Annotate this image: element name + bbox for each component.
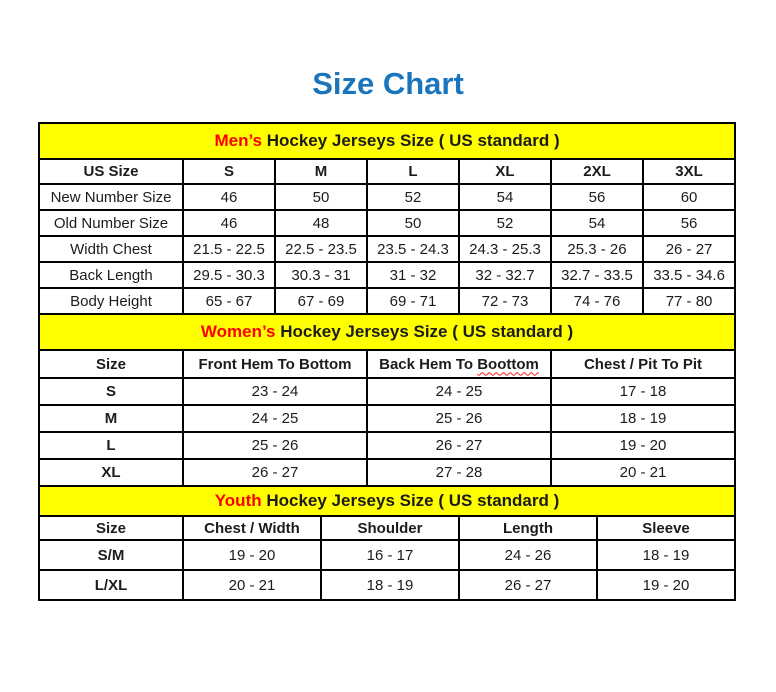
youth-header-length: Length <box>459 516 597 540</box>
mens-section-title <box>39 123 735 159</box>
womens-section-band <box>39 314 735 350</box>
back-hem-misspelled-word: Boottom <box>477 355 539 373</box>
womens-header-back-hem <box>367 350 551 378</box>
table-cell: 72 - 73 <box>459 288 551 314</box>
table-cell: 23 - 24 <box>183 378 367 405</box>
row-label: L <box>39 432 183 459</box>
table-cell: 26 - 27 <box>459 570 597 600</box>
mens-row-width-chest <box>39 236 735 262</box>
womens-size-table <box>38 313 736 487</box>
youth-header-row <box>39 516 735 540</box>
row-label: Body Height <box>39 288 183 314</box>
table-cell: 32.7 - 33.5 <box>551 262 643 288</box>
row-label: Back Length <box>39 262 183 288</box>
mens-header-3xl: 3XL <box>643 159 735 184</box>
row-label: Old Number Size <box>39 210 183 236</box>
womens-row-s <box>39 378 735 405</box>
table-cell: 18 - 19 <box>597 540 735 570</box>
table-cell: 25 - 26 <box>183 432 367 459</box>
table-cell: 26 - 27 <box>183 459 367 486</box>
table-cell: 50 <box>367 210 459 236</box>
youth-header-shoulder: Shoulder <box>321 516 459 540</box>
mens-section-band <box>39 123 735 159</box>
womens-row-m <box>39 405 735 432</box>
table-cell: 24.3 - 25.3 <box>459 236 551 262</box>
womens-section-rest: Hockey Jerseys Size ( US standard ) <box>275 322 574 341</box>
table-cell: 22.5 - 23.5 <box>275 236 367 262</box>
table-cell: 21.5 - 22.5 <box>183 236 275 262</box>
row-label: New Number Size <box>39 184 183 210</box>
table-cell: 19 - 20 <box>183 540 321 570</box>
table-cell: 65 - 67 <box>183 288 275 314</box>
mens-section-highlight: Men’s <box>214 131 262 150</box>
youth-row-sm <box>39 540 735 570</box>
table-cell: 25.3 - 26 <box>551 236 643 262</box>
mens-header-row <box>39 159 735 184</box>
womens-section-highlight: Women’s <box>200 322 276 341</box>
table-cell: 19 - 20 <box>597 570 735 600</box>
table-cell: 24 - 25 <box>367 378 551 405</box>
table-cell: 46 <box>183 184 275 210</box>
youth-section-band <box>39 486 735 516</box>
youth-header-chest-width: Chest / Width <box>183 516 321 540</box>
table-cell: 26 - 27 <box>643 236 735 262</box>
womens-header-row <box>39 350 735 378</box>
row-label: L/XL <box>39 570 183 600</box>
youth-section-highlight: Youth <box>214 491 262 510</box>
youth-header-sleeve: Sleeve <box>597 516 735 540</box>
mens-header-l: L <box>367 159 459 184</box>
mens-header-m: M <box>275 159 367 184</box>
table-cell: 69 - 71 <box>367 288 459 314</box>
table-cell: 16 - 17 <box>321 540 459 570</box>
table-cell: 24 - 25 <box>183 405 367 432</box>
row-label: M <box>39 405 183 432</box>
table-cell: 77 - 80 <box>643 288 735 314</box>
mens-header-us-size: US Size <box>39 159 183 184</box>
table-cell: 56 <box>551 184 643 210</box>
youth-header-size: Size <box>39 516 183 540</box>
mens-header-s: S <box>183 159 275 184</box>
table-cell: 29.5 - 30.3 <box>183 262 275 288</box>
size-chart-tables <box>38 122 734 601</box>
table-cell: 23.5 - 24.3 <box>367 236 459 262</box>
table-cell: 54 <box>459 184 551 210</box>
back-hem-text: Back Hem To <box>379 355 478 373</box>
table-cell: 24 - 26 <box>459 540 597 570</box>
row-label: S/M <box>39 540 183 570</box>
womens-header-front-hem: Front Hem To Bottom <box>183 350 367 378</box>
table-cell: 33.5 - 34.6 <box>643 262 735 288</box>
table-cell: 25 - 26 <box>367 405 551 432</box>
table-cell: 30.3 - 31 <box>275 262 367 288</box>
table-cell: 31 - 32 <box>367 262 459 288</box>
mens-row-old-number-size <box>39 210 735 236</box>
table-cell: 52 <box>459 210 551 236</box>
womens-header-chest: Chest / Pit To Pit <box>551 350 735 378</box>
mens-row-new-number-size <box>39 184 735 210</box>
youth-section-title <box>39 486 735 516</box>
row-label: S <box>39 378 183 405</box>
row-label: XL <box>39 459 183 486</box>
mens-size-table <box>38 122 736 315</box>
row-label: Width Chest <box>39 236 183 262</box>
table-cell: 26 - 27 <box>367 432 551 459</box>
page-title: Size Chart <box>312 66 464 101</box>
womens-header-size: Size <box>39 350 183 378</box>
womens-row-xl <box>39 459 735 486</box>
mens-header-xl: XL <box>459 159 551 184</box>
table-cell: 27 - 28 <box>367 459 551 486</box>
table-cell: 56 <box>643 210 735 236</box>
womens-row-l <box>39 432 735 459</box>
table-cell: 46 <box>183 210 275 236</box>
mens-section-rest: Hockey Jerseys Size ( US standard ) <box>262 131 560 150</box>
table-cell: 18 - 19 <box>551 405 735 432</box>
table-cell: 54 <box>551 210 643 236</box>
mens-row-back-length <box>39 262 735 288</box>
table-cell: 52 <box>367 184 459 210</box>
table-cell: 60 <box>643 184 735 210</box>
youth-section-rest: Hockey Jerseys Size ( US standard ) <box>261 491 560 510</box>
youth-row-lxl <box>39 570 735 600</box>
mens-header-2xl: 2XL <box>551 159 643 184</box>
table-cell: 50 <box>275 184 367 210</box>
mens-row-body-height <box>39 288 735 314</box>
table-cell: 18 - 19 <box>321 570 459 600</box>
table-cell: 74 - 76 <box>551 288 643 314</box>
womens-section-title <box>39 314 735 350</box>
table-cell: 32 - 32.7 <box>459 262 551 288</box>
table-cell: 67 - 69 <box>275 288 367 314</box>
youth-size-table <box>38 485 736 601</box>
table-cell: 20 - 21 <box>551 459 735 486</box>
table-cell: 20 - 21 <box>183 570 321 600</box>
table-cell: 48 <box>275 210 367 236</box>
table-cell: 17 - 18 <box>551 378 735 405</box>
table-cell: 19 - 20 <box>551 432 735 459</box>
